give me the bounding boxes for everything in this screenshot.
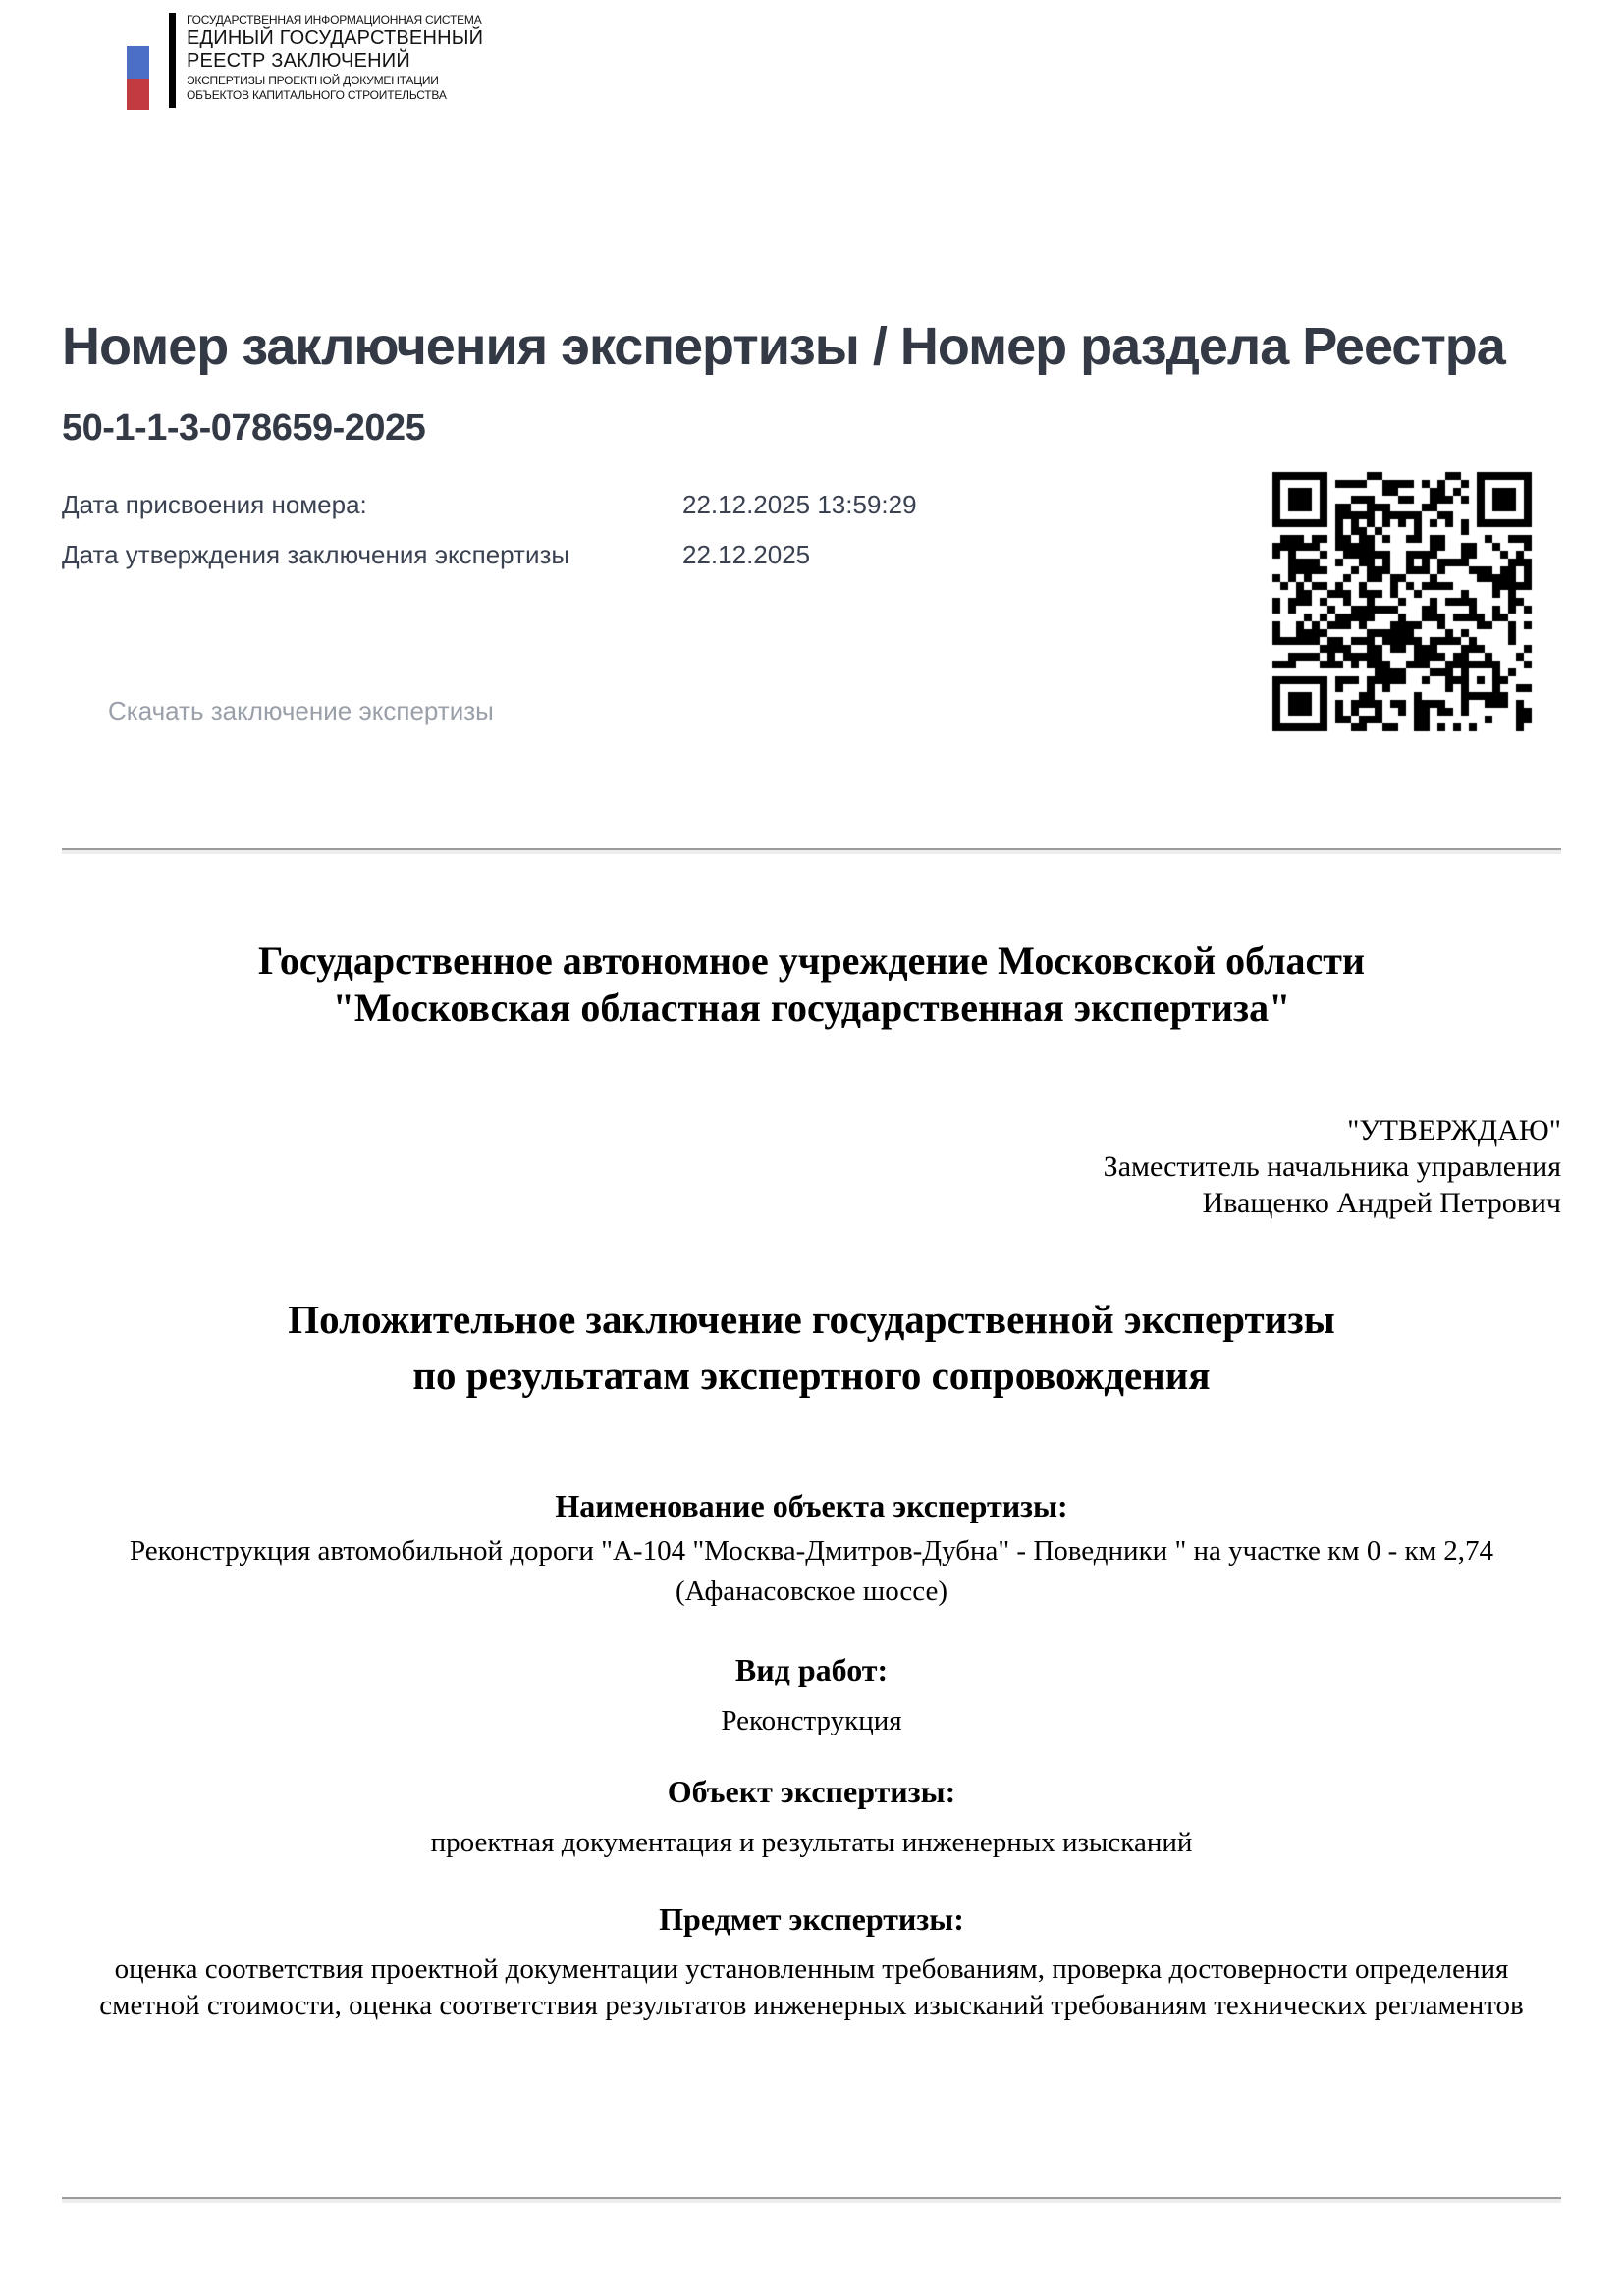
download-link[interactable]: Скачать заключение экспертизы xyxy=(108,696,494,725)
section-heading-expertise-subject: Предмет экспертизы: xyxy=(659,1901,964,1937)
approval-block xyxy=(62,1112,1561,1221)
registry-number: 50-1-1-3-078659-2025 xyxy=(62,407,426,449)
logo-divider-bar xyxy=(169,13,176,108)
conclusion-title-line: по результатам экспертного сопровождения xyxy=(412,1353,1211,1398)
page-title: Номер заключения экспертизы / Номер раздела Реестра xyxy=(62,317,1505,376)
approval-line: Иващенко Андрей Петрович xyxy=(1202,1187,1561,1219)
section-heading-expertise-object: Объект экспертизы: xyxy=(667,1774,956,1809)
section-heading-object-name: Наименование объекта экспертизы: xyxy=(555,1488,1068,1523)
section-body-object-name: Реконструкция автомобильной дороги "А-104 "Москва-Дмитров-Дубна" - Поведники " на участке км 0 - км 2,74 (Афанасовское шоссе) xyxy=(130,1535,1493,1607)
flag-stripe-white xyxy=(127,14,149,46)
conclusion-title-line: Положительное заключение государственной экспертизы xyxy=(288,1297,1335,1342)
logo-subtitle-line2: ОБЪЕКТОВ КАПИТАЛЬНОГО СТРОИТЕЛЬСТВА xyxy=(187,88,447,102)
qr-code xyxy=(1270,469,1535,734)
russian-flag-icon xyxy=(127,14,149,110)
field-label: Дата присвоения номера: xyxy=(62,490,367,519)
flag-stripe-blue xyxy=(127,46,149,79)
content-divider-top xyxy=(62,848,1561,854)
field-label: Дата утверждения заключения экспертизы xyxy=(62,540,570,569)
section-body-work-type: Реконструкция xyxy=(721,1705,902,1736)
section-body-expertise-object: проектная документация и результаты инженерных изысканий xyxy=(430,1827,1193,1858)
conclusion-title xyxy=(62,1292,1561,1404)
organization-name xyxy=(62,937,1561,1032)
approval-line: "УТВЕРЖДАЮ" xyxy=(1347,1114,1561,1147)
field-value: 22.12.2025 13:59:29 xyxy=(682,490,917,519)
logo-title-line2: РЕЕСТР ЗАКЛЮЧЕНИЙ xyxy=(187,50,410,72)
flag-stripe-red xyxy=(127,79,149,110)
content-divider-bottom xyxy=(62,2197,1561,2203)
field-value: 22.12.2025 xyxy=(682,540,811,569)
section-body-expertise-subject: оценка соответствия проектной документации установленным требованиям, проверка достоверности определения сметной стоимости, оценка соответствия результатов инженерных изысканий требованиям технических регламентов xyxy=(99,1953,1524,2021)
logo-system-label: ГОСУДАРСТВЕННАЯ ИНФОРМАЦИОННАЯ СИСТЕМА xyxy=(187,13,482,27)
approval-line: Заместитель начальника управления xyxy=(1103,1150,1561,1183)
section-heading-work-type: Вид работ: xyxy=(734,1652,889,1687)
logo-title-line1: ЕДИНЫЙ ГОСУДАРСТВЕННЫЙ xyxy=(187,27,484,49)
organization-line: Государственное автономное учреждение Московской области xyxy=(258,938,1365,983)
logo-subtitle-line1: ЭКСПЕРТИЗЫ ПРОЕКТНОЙ ДОКУМЕНТАЦИИ xyxy=(187,74,439,87)
organization-line: "Московская областная государственная экспертиза" xyxy=(332,986,1291,1030)
